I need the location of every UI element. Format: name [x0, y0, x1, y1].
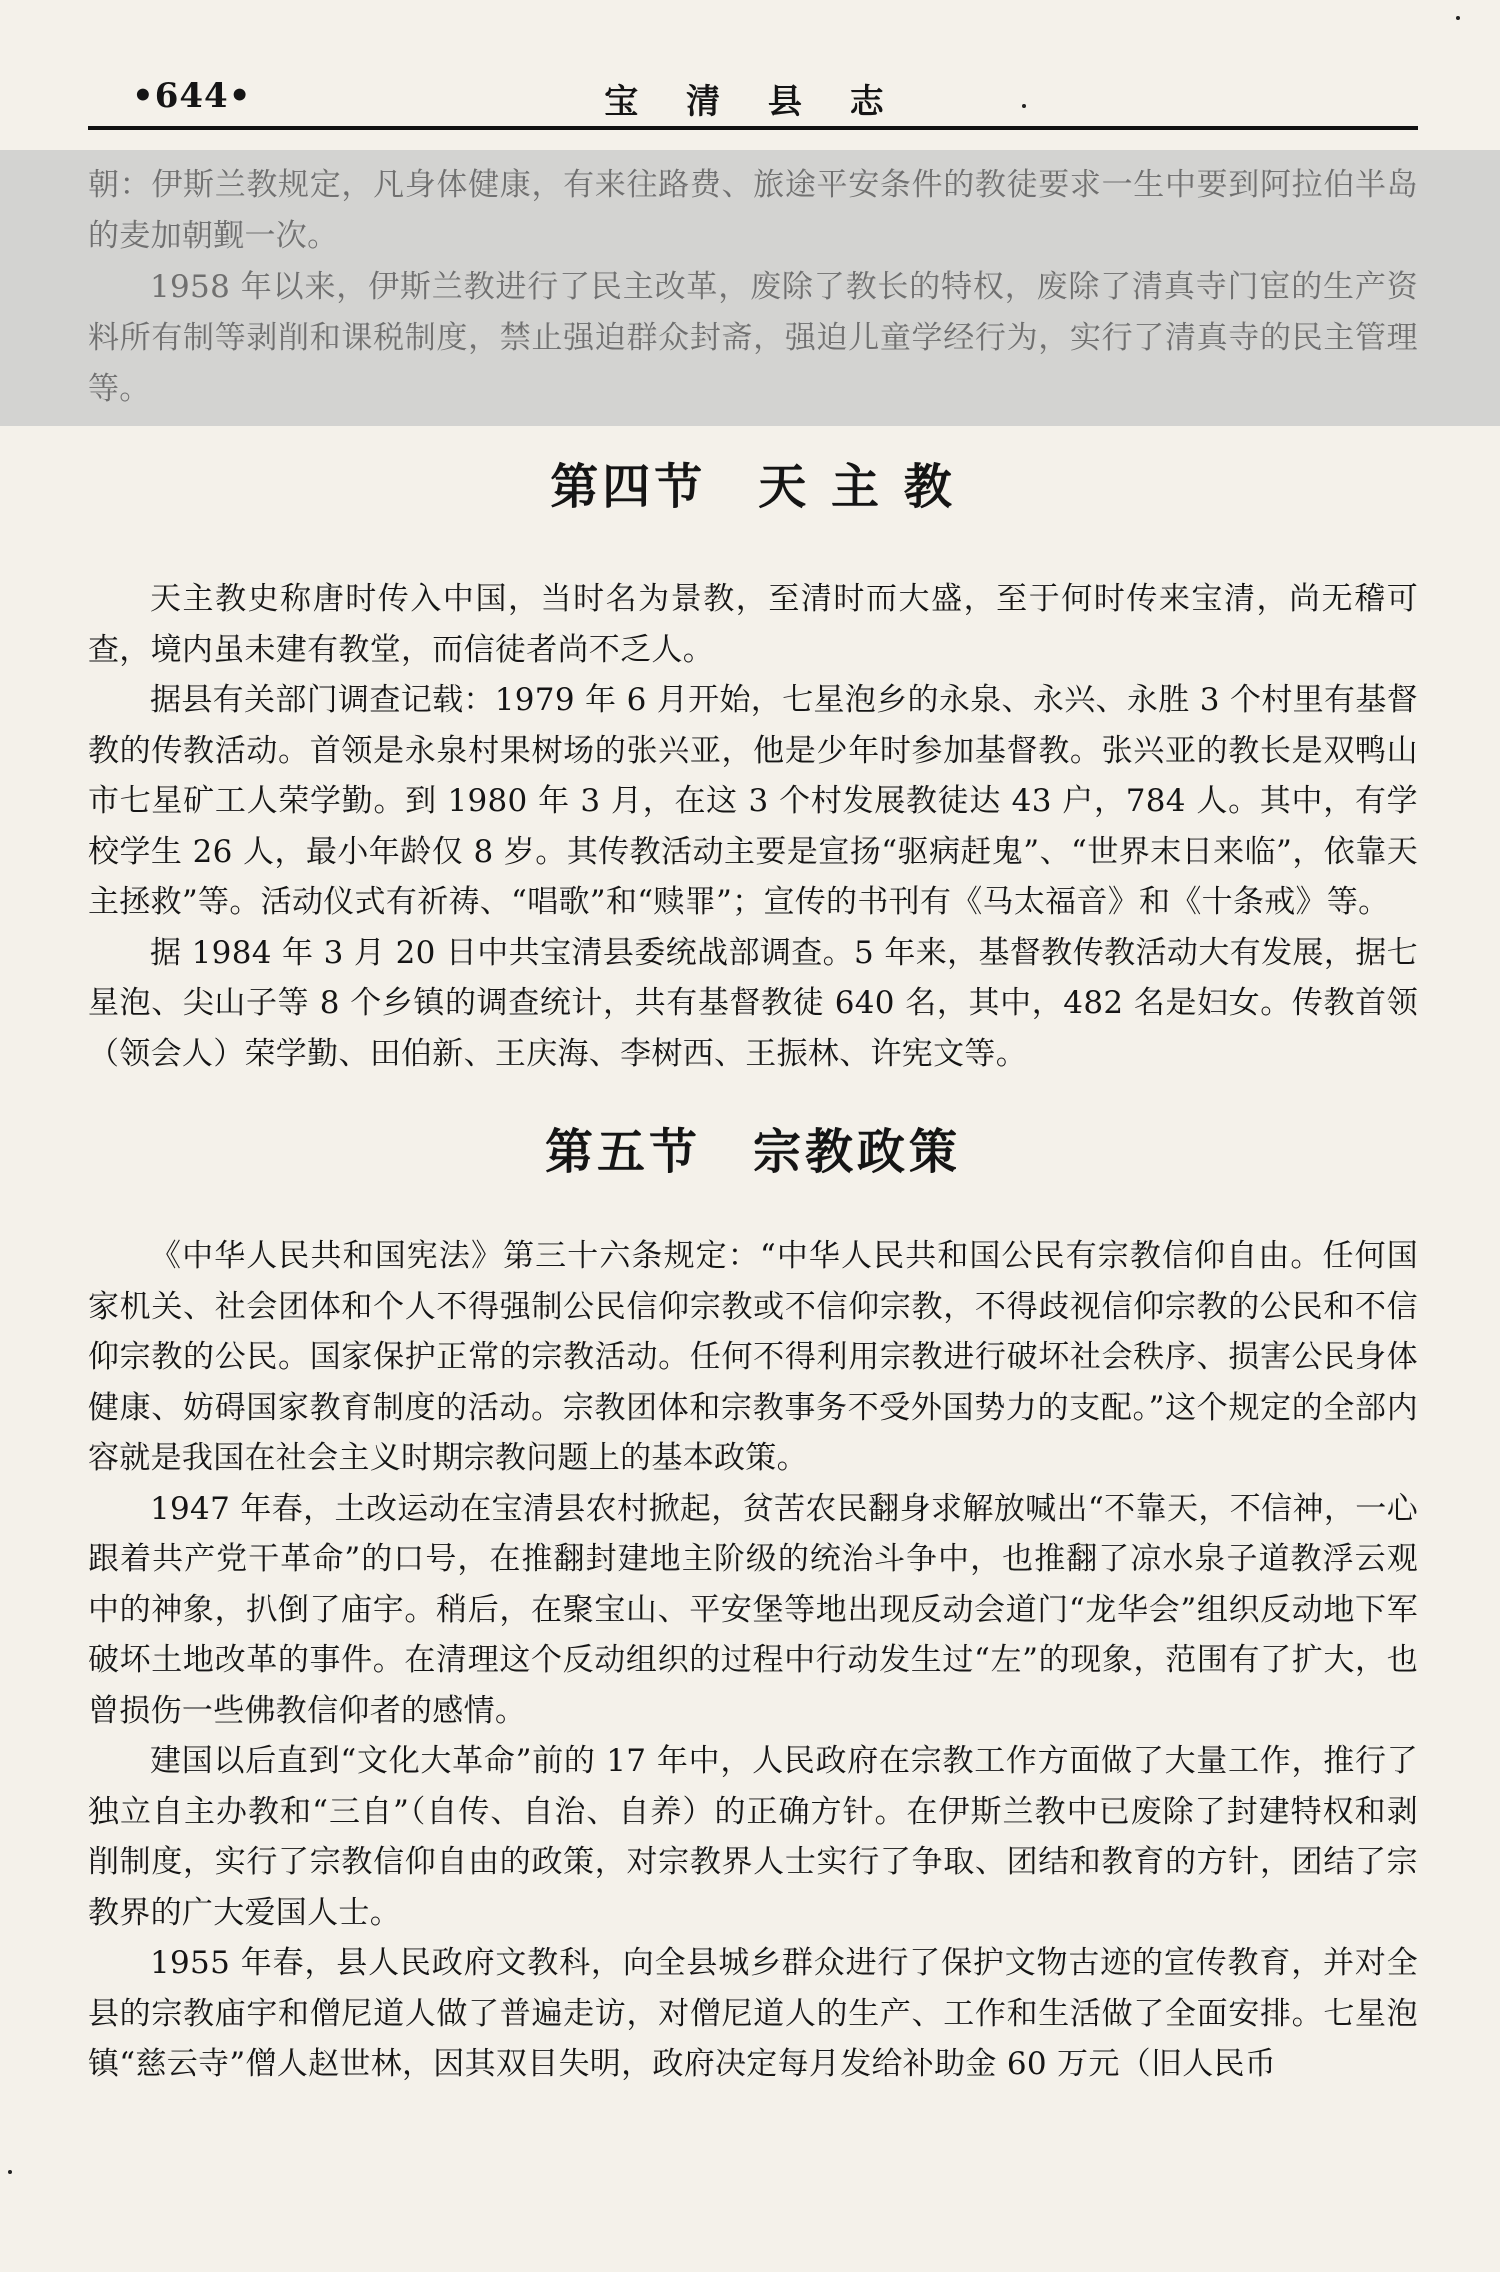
section-number: 第四节: [550, 459, 707, 515]
scan-speck: [1456, 16, 1460, 20]
body-paragraph: 1947 年春，土改运动在宝清县农村掀起，贫苦农民翻身求解放喊出“不靠天，不信神，一心跟着共产党干革命”的口号，在推翻封建地主阶级的统治斗争中，也推翻了凉水泉子道教浮云观中的神象，扒倒了庙宇。稍后，在聚宝山、平安堡等地出现反动会道门“龙华会”组织反动地下军破坏土地改革的事件。在清理这个反动组织的过程中行动发生过“左”的现象，范围有了扩大，也曾损伤一些佛教信仰者的感情。: [88, 1490, 1418, 1729]
section-body-catholicism: [88, 574, 1418, 1079]
section-number: 第五节: [544, 1124, 701, 1180]
body-paragraph: 1955 年春，县人民政府文教科，向全县城乡群众进行了保护文物古迹的宣传教育，并对全县的宗教庙宇和僧尼道人做了普遍走访，对僧尼道人的生产、工作和生活做了全面安排。七星泡镇“慈云寺”僧人赵世林，因其双目失明，政府决定每月发给补助金 60 万元（旧人民币: [88, 1945, 1418, 2082]
scan-speck: [8, 2170, 12, 2174]
page-number: •644•: [132, 76, 252, 116]
faded-continuation-text: [88, 160, 1418, 415]
section-title: 宗教政策: [753, 1124, 962, 1180]
body-paragraph: 《中华人民共和国宪法》第三十六条规定：“中华人民共和国公民有宗教信仰自由。任何国家机关、社会团体和个人不得强制公民信仰宗教或不信仰宗教，不得歧视信仰宗教的公民和不信仰宗教的公民。国家保护正常的宗教活动。任何不得利用宗教进行破坏社会秩序、损害公民身体健康、妨碍国家教育制度的活动。宗教团体和宗教事务不受外国势力的支配。”这个规定的全部内容就是我国在社会主义时期宗教问题上的基本政策。: [88, 1238, 1418, 1476]
body-paragraph: 据 1984 年 3 月 20 日中共宝清县委统战部调查。5 年来，基督教传教活动大有发展，据七星泡、尖山子等 8 个乡镇的调查统计，共有基督教徒 640 名，其中，482 名是妇女。传教首领（领会人）荣学勤、田伯新、王庆海、李树西、王振林、许宪文等。: [88, 934, 1418, 1072]
section-heading-catholicism: [88, 452, 1418, 522]
body-paragraph: 建国以后直到“文化大革命”前的 17 年中，人民政府在宗教工作方面做了大量工作，推行了独立自主办教和“三自”（自传、自治、自养）的正确方针。在伊斯兰教中已废除了封建特权和剥削制度，实行了宗教信仰自由的政策，对宗教界人士实行了争取、团结和教育的方针，团结了宗教界的广大爱国人士。: [88, 1743, 1418, 1931]
main-content: [88, 452, 1418, 2090]
header-rule: [88, 126, 1418, 130]
running-title: 宝 清 县 志: [604, 82, 902, 122]
scan-speck: [1022, 104, 1026, 108]
section-body-religious-policy: [88, 1231, 1418, 2090]
section-heading-religious-policy: [88, 1117, 1418, 1187]
page-header: [88, 72, 1418, 126]
faded-paragraph: 朝：伊斯兰教规定，凡身体健康，有来往路费、旅途平安条件的教徒要求一生中要到阿拉伯半岛的麦加朝觐一次。: [88, 167, 1418, 254]
body-paragraph: 据县有关部门调查记载：1979 年 6 月开始，七星泡乡的永泉、永兴、永胜 3 个村里有基督教的传教活动。首领是永泉村果树场的张兴亚，他是少年时参加基督教。张兴亚的教长是双鸭山市七星矿工人荣学勤。到 1980 年 3 月，在这 3 个村发展教徒达 43 户，784 人。其中，有学校学生 26 人，最小年龄仅 8 岁。其传教活动主要是宣扬“驱病赶鬼”、“世界末日来临”，依靠天主拯救”等。活动仪式有祈祷、“唱歌”和“赎罪”；宣传的书刊有《马太福音》和《十条戒》等。: [88, 682, 1418, 920]
faded-paragraph: 1958 年以来，伊斯兰教进行了民主改革，废除了教长的特权，废除了清真寺门宦的生产资料所有制等剥削和课税制度，禁止强迫群众封斋，强迫儿童学经行为，实行了清真寺的民主管理等。: [88, 269, 1418, 407]
body-paragraph: 天主教史称唐时传入中国，当时名为景教，至清时而大盛，至于何时传来宝清，尚无稽可查，境内虽未建有教堂，而信徒者尚不乏人。: [88, 581, 1418, 668]
section-title: 天 主 教: [758, 459, 956, 515]
